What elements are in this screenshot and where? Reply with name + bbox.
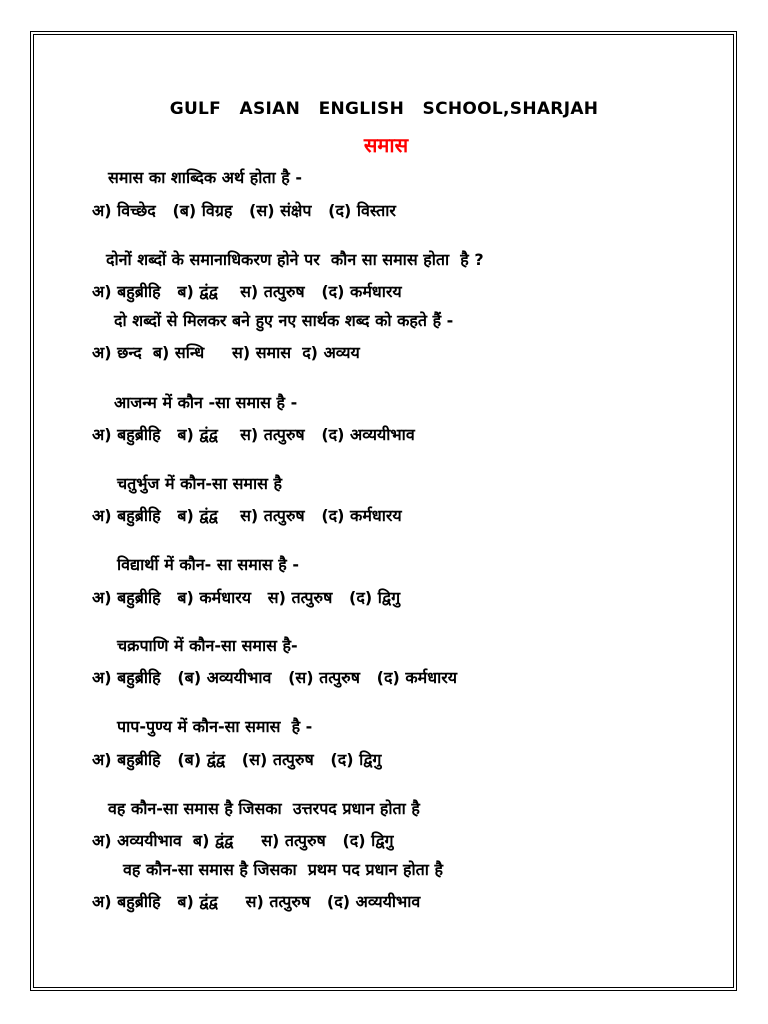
options-9: अ) अव्ययीभाव ब) द्वंद्व स) तत्पुरुष (द) द्विगु [92, 831, 394, 850]
question-2: दोनों शब्दों के समानाधिकरण होने पर कौन सा समास होता है ? [106, 250, 484, 269]
question-3: दो शब्दों से मिलकर बने हुए नए सार्थक शब्द को कहते हैं - [114, 311, 454, 330]
question-10: वह कौन-सा समास है जिसका प्रथम पद प्रधान होता है [123, 860, 443, 879]
worksheet-title: समास [363, 133, 409, 157]
options-3: अ) छन्द ब) सन्धि स) समास द) अव्यय [92, 343, 360, 362]
question-6: विद्यार्थी में कौन- सा समास है - [117, 555, 300, 574]
options-7: अ) बहुब्रीहि (ब) अव्ययीभाव (स) तत्पुरुष (द) कर्मधारय [92, 668, 458, 687]
options-2: अ) बहुब्रीहि ब) द्वंद्व स) तत्पुरुष (द) कर्मधारय [92, 282, 402, 301]
options-4: अ) बहुब्रीहि ब) द्वंद्व स) तत्पुरुष (द) अव्ययीभाव [92, 425, 415, 444]
school-name: GULF ASIAN ENGLISH SCHOOL,SHARJAH [169, 99, 599, 119]
options-5: अ) बहुब्रीहि ब) द्वंद्व स) तत्पुरुष (द) कर्मधारय [92, 506, 402, 525]
question-7: चक्रपाणि में कौन-सा समास है- [117, 636, 298, 655]
options-6: अ) बहुब्रीहि ब) कर्मधारय स) तत्पुरुष (द) द्विगु [92, 588, 401, 607]
options-10: अ) बहुब्रीहि ब) द्वंद्व स) तत्पुरुष (द) अव्ययीभाव [92, 892, 421, 911]
question-1: समास का शाब्दिक अर्थ होता है - [108, 168, 302, 187]
options-8: अ) बहुब्रीहि (ब) द्वंद्व (स) तत्पुरुष (द) द्विगु [92, 750, 382, 769]
question-5: चतुर्भुज में कौन-सा समास है [117, 474, 283, 493]
question-8: पाप-पुण्य में कौन-सा समास है - [117, 717, 313, 736]
options-1: अ) विच्छेद (ब) विग्रह (स) संक्षेप (द) विस्तार [92, 201, 396, 220]
question-9: वह कौन-सा समास है जिसका उत्तरपद प्रधान होता है [108, 799, 420, 818]
question-4: आजन्म में कौन -सा समास है - [114, 393, 298, 412]
